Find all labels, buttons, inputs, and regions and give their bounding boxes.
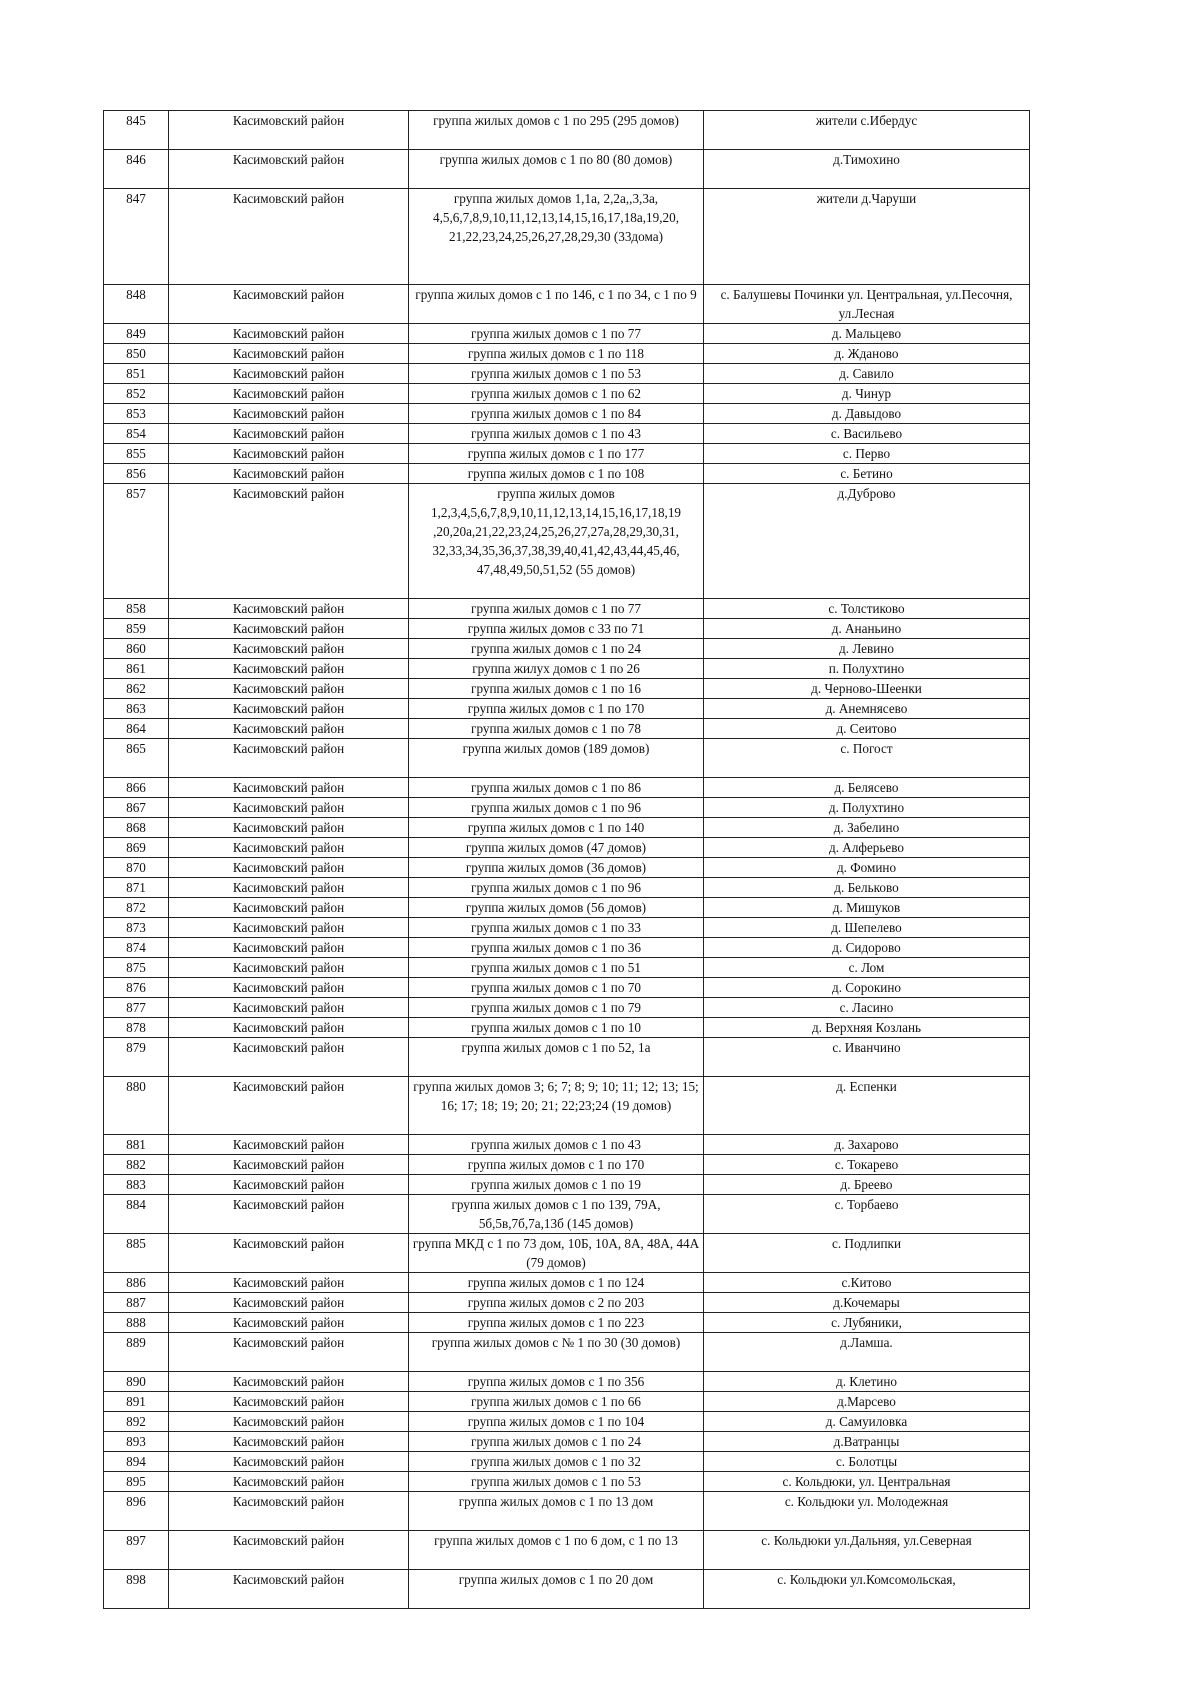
place-cell: с. Погост — [704, 739, 1030, 778]
table-row — [104, 1472, 1030, 1492]
object-cell: группа жилых домов с 2 по 203 — [409, 1293, 704, 1313]
district-cell: Касимовский район — [169, 1333, 409, 1372]
table-row — [104, 1452, 1030, 1472]
object-cell: группа жилых домов с 1 по 70 — [409, 978, 704, 998]
row-number-cell: 849 — [104, 324, 169, 344]
place-cell: д. Сеитово — [704, 719, 1030, 739]
district-cell: Касимовский район — [169, 639, 409, 659]
row-number-cell: 845 — [104, 111, 169, 150]
row-number-cell: 857 — [104, 484, 169, 599]
place-cell: д. Верхняя Козлань — [704, 1018, 1030, 1038]
row-number-cell: 898 — [104, 1570, 169, 1609]
place-cell: с. Кольдюки, ул. Центральная — [704, 1472, 1030, 1492]
row-number-cell: 891 — [104, 1392, 169, 1412]
row-number-cell: 854 — [104, 424, 169, 444]
place-cell: д. Сидорово — [704, 938, 1030, 958]
table-row — [104, 838, 1030, 858]
object-cell: группа жилых домов с 1 по 51 — [409, 958, 704, 978]
row-number-cell: 897 — [104, 1531, 169, 1570]
table-row — [104, 1038, 1030, 1077]
place-cell: д. Анемнясево — [704, 699, 1030, 719]
place-cell: д. Еспенки — [704, 1077, 1030, 1135]
table-row — [104, 918, 1030, 938]
row-number-cell: 876 — [104, 978, 169, 998]
object-cell: группа жилых домов с 1 по 295 (295 домов) — [409, 111, 704, 150]
district-cell: Касимовский район — [169, 364, 409, 384]
district-cell: Касимовский район — [169, 1077, 409, 1135]
table-row — [104, 778, 1030, 798]
object-cell: группа жилых домов с 1 по 53 — [409, 364, 704, 384]
district-cell: Касимовский район — [169, 1175, 409, 1195]
table-row — [104, 404, 1030, 424]
object-cell: группа жилых домов с 1 по 223 — [409, 1313, 704, 1333]
object-cell: группа жилых домов с 1 по 52, 1а — [409, 1038, 704, 1077]
row-number-cell: 886 — [104, 1273, 169, 1293]
district-cell: Касимовский район — [169, 1018, 409, 1038]
row-number-cell: 856 — [104, 464, 169, 484]
table-row — [104, 739, 1030, 778]
place-cell: д. Жданово — [704, 344, 1030, 364]
row-number-cell: 859 — [104, 619, 169, 639]
table-row — [104, 384, 1030, 404]
row-number-cell: 885 — [104, 1234, 169, 1273]
table-row — [104, 1135, 1030, 1155]
district-cell: Касимовский район — [169, 1531, 409, 1570]
row-number-cell: 861 — [104, 659, 169, 679]
object-cell: группа жилых домов с 1 по 79 — [409, 998, 704, 1018]
table-row — [104, 679, 1030, 699]
table-row — [104, 364, 1030, 384]
object-cell: группа жилых домов (189 домов) — [409, 739, 704, 778]
table-row — [104, 1570, 1030, 1609]
place-cell: д. Савило — [704, 364, 1030, 384]
district-cell: Касимовский район — [169, 1135, 409, 1155]
object-cell: группа жилух домов с 1 по 26 — [409, 659, 704, 679]
place-cell: с. Васильево — [704, 424, 1030, 444]
object-cell: группа жилых домов с 1 по 24 — [409, 1432, 704, 1452]
object-cell: группа жилых домов с 1 по 36 — [409, 938, 704, 958]
table-row — [104, 798, 1030, 818]
row-number-cell: 889 — [104, 1333, 169, 1372]
place-cell: с. Торбаево — [704, 1195, 1030, 1234]
object-cell: группа жилых домов с 1 по 80 (80 домов) — [409, 150, 704, 189]
district-cell: Касимовский район — [169, 938, 409, 958]
district-cell: Касимовский район — [169, 1313, 409, 1333]
district-cell: Касимовский район — [169, 699, 409, 719]
table-row — [104, 958, 1030, 978]
table-row — [104, 1273, 1030, 1293]
row-number-cell: 895 — [104, 1472, 169, 1492]
row-number-cell: 872 — [104, 898, 169, 918]
district-cell: Касимовский район — [169, 679, 409, 699]
table-row — [104, 998, 1030, 1018]
district-cell: Касимовский район — [169, 1234, 409, 1273]
district-cell: Касимовский район — [169, 285, 409, 324]
table-row — [104, 1333, 1030, 1372]
place-cell: с. Иванчино — [704, 1038, 1030, 1077]
table-row — [104, 898, 1030, 918]
district-cell: Касимовский район — [169, 484, 409, 599]
object-cell: группа жилых домов с 1 по 84 — [409, 404, 704, 424]
object-cell: группа жилых домов с 1 по 10 — [409, 1018, 704, 1038]
object-cell: группа жилых домов с 1 по 24 — [409, 639, 704, 659]
row-number-cell: 877 — [104, 998, 169, 1018]
table-row — [104, 1155, 1030, 1175]
district-cell: Касимовский район — [169, 1293, 409, 1313]
row-number-cell: 853 — [104, 404, 169, 424]
table-row — [104, 599, 1030, 619]
object-cell: группа жилых домов с 1 по 66 — [409, 1392, 704, 1412]
houses-table — [103, 110, 1030, 1609]
place-cell: с.Китово — [704, 1273, 1030, 1293]
place-cell: с. Болотцы — [704, 1452, 1030, 1472]
place-cell: д.Ламша. — [704, 1333, 1030, 1372]
table-row — [104, 344, 1030, 364]
place-cell: д. Полухтино — [704, 798, 1030, 818]
object-cell: группа жилых домов с 1 по 104 — [409, 1412, 704, 1432]
row-number-cell: 871 — [104, 878, 169, 898]
table-row — [104, 1392, 1030, 1412]
row-number-cell: 893 — [104, 1432, 169, 1452]
place-cell: с. Толстиково — [704, 599, 1030, 619]
table-row — [104, 1432, 1030, 1452]
object-cell: группа жилых домов с 1 по 146, с 1 по 34, с 1 по 9 — [409, 285, 704, 324]
row-number-cell: 869 — [104, 838, 169, 858]
place-cell: д.Ватранцы — [704, 1432, 1030, 1452]
object-cell: группа жилых домов с 1 по 177 — [409, 444, 704, 464]
place-cell: д. Клетино — [704, 1372, 1030, 1392]
row-number-cell: 874 — [104, 938, 169, 958]
district-cell: Касимовский район — [169, 599, 409, 619]
district-cell: Касимовский район — [169, 619, 409, 639]
row-number-cell: 866 — [104, 778, 169, 798]
row-number-cell: 875 — [104, 958, 169, 978]
object-cell: группа жилых домов с 1 по 124 — [409, 1273, 704, 1293]
place-cell: д. Левино — [704, 639, 1030, 659]
place-cell: д.Дуброво — [704, 484, 1030, 599]
district-cell: Касимовский район — [169, 978, 409, 998]
district-cell: Касимовский район — [169, 878, 409, 898]
object-cell: группа жилых домов (47 домов) — [409, 838, 704, 858]
row-number-cell: 878 — [104, 1018, 169, 1038]
object-cell: группа жилых домов с 1 по 43 — [409, 424, 704, 444]
row-number-cell: 867 — [104, 798, 169, 818]
row-number-cell: 864 — [104, 719, 169, 739]
object-cell: группа жилых домов с 1 по 62 — [409, 384, 704, 404]
district-cell: Касимовский район — [169, 1038, 409, 1077]
place-cell: д. Давыдово — [704, 404, 1030, 424]
object-cell: группа жилых домов 1,1а, 2,2а,,3,3а, 4,5,6,7,8,9,10,11,12,13,14,15,16,17,18а,19,20, 21,22,23,24,25,26,27,28,29,30 (33дома) — [409, 189, 704, 285]
district-cell: Касимовский район — [169, 1412, 409, 1432]
district-cell: Касимовский район — [169, 424, 409, 444]
place-cell: д. Мишуков — [704, 898, 1030, 918]
district-cell: Касимовский район — [169, 1492, 409, 1531]
district-cell: Касимовский район — [169, 798, 409, 818]
object-cell: группа жилых домов с 1 по 6 дом, с 1 по 13 — [409, 1531, 704, 1570]
place-cell: с. Кольдюки ул.Дальняя, ул.Северная — [704, 1531, 1030, 1570]
object-cell: группа жилых домов с 1 по 32 — [409, 1452, 704, 1472]
object-cell: группа жилых домов с 1 по 96 — [409, 798, 704, 818]
row-number-cell: 855 — [104, 444, 169, 464]
object-cell: группа жилых домов с 1 по 86 — [409, 778, 704, 798]
place-cell: д. Алферьево — [704, 838, 1030, 858]
table-body — [104, 111, 1030, 1609]
district-cell: Касимовский район — [169, 384, 409, 404]
place-cell: с. Токарево — [704, 1155, 1030, 1175]
place-cell: с. Подлипки — [704, 1234, 1030, 1273]
object-cell: группа жилых домов с 1 по 139, 79А, 5б,5в,7б,7а,13б (145 домов) — [409, 1195, 704, 1234]
table-row — [104, 1018, 1030, 1038]
object-cell: группа жилых домов с 1 по 96 — [409, 878, 704, 898]
table-row — [104, 818, 1030, 838]
place-cell: жители с.Ибердус — [704, 111, 1030, 150]
place-cell: с. Бетино — [704, 464, 1030, 484]
row-number-cell: 850 — [104, 344, 169, 364]
row-number-cell: 888 — [104, 1313, 169, 1333]
object-cell: группа жилых домов с 1 по 77 — [409, 599, 704, 619]
object-cell: группа жилых домов 1,2,3,4,5,6,7,8,9,10,11,12,13,14,15,16,17,18,19 ,20,20а,21,22,23,24,25,26,27,27а,28,29,30,31, 32,33,34,35,36,37,38,39,40,41,42,43,44,45,46, 47,48,49,50,51,52 (55 домов) — [409, 484, 704, 599]
table-row — [104, 484, 1030, 599]
place-cell: с. Кольдюки ул. Молодежная — [704, 1492, 1030, 1531]
table-row — [104, 111, 1030, 150]
place-cell: с. Лом — [704, 958, 1030, 978]
district-cell: Касимовский район — [169, 1155, 409, 1175]
object-cell: группа жилых домов с № 1 по 30 (30 домов) — [409, 1333, 704, 1372]
object-cell: группа жилых домов с 1 по 19 — [409, 1175, 704, 1195]
place-cell: п. Полухтино — [704, 659, 1030, 679]
district-cell: Касимовский район — [169, 189, 409, 285]
district-cell: Касимовский район — [169, 444, 409, 464]
place-cell: с. Лубяники, — [704, 1313, 1030, 1333]
row-number-cell: 880 — [104, 1077, 169, 1135]
object-cell: группа жилых домов (36 домов) — [409, 858, 704, 878]
row-number-cell: 890 — [104, 1372, 169, 1392]
place-cell: с. Ласино — [704, 998, 1030, 1018]
row-number-cell: 862 — [104, 679, 169, 699]
district-cell: Касимовский район — [169, 404, 409, 424]
row-number-cell: 865 — [104, 739, 169, 778]
table-row — [104, 858, 1030, 878]
object-cell: группа жилых домов 3; 6; 7; 8; 9; 10; 11; 12; 13; 15; 16; 17; 18; 19; 20; 21; 22;23;24 (19 домов) — [409, 1077, 704, 1135]
table-row — [104, 285, 1030, 324]
table-row — [104, 619, 1030, 639]
row-number-cell: 881 — [104, 1135, 169, 1155]
object-cell: группа жилых домов с 1 по 33 — [409, 918, 704, 938]
district-cell: Касимовский район — [169, 918, 409, 938]
district-cell: Касимовский район — [169, 858, 409, 878]
district-cell: Касимовский район — [169, 838, 409, 858]
table-row — [104, 699, 1030, 719]
object-cell: группа жилых домов с 1 по 43 — [409, 1135, 704, 1155]
table-row — [104, 1195, 1030, 1234]
table-row — [104, 1492, 1030, 1531]
place-cell: д. Бельково — [704, 878, 1030, 898]
place-cell: д.Тимохино — [704, 150, 1030, 189]
place-cell: д. Шепелево — [704, 918, 1030, 938]
district-cell: Касимовский район — [169, 818, 409, 838]
object-cell: группа МКД с 1 по 73 дом, 10Б, 10А, 8А, 48А, 44А (79 домов) — [409, 1234, 704, 1273]
place-cell: д.Марсево — [704, 1392, 1030, 1412]
object-cell: группа жилых домов с 1 по 170 — [409, 699, 704, 719]
row-number-cell: 846 — [104, 150, 169, 189]
row-number-cell: 883 — [104, 1175, 169, 1195]
place-cell: д. Захарово — [704, 1135, 1030, 1155]
table-row — [104, 978, 1030, 998]
object-cell: группа жилых домов с 1 по 108 — [409, 464, 704, 484]
place-cell: д. Фомино — [704, 858, 1030, 878]
table-row — [104, 324, 1030, 344]
object-cell: группа жилых домов с 1 по 356 — [409, 1372, 704, 1392]
table-row — [104, 1234, 1030, 1273]
district-cell: Касимовский район — [169, 739, 409, 778]
row-number-cell: 858 — [104, 599, 169, 619]
district-cell: Касимовский район — [169, 150, 409, 189]
place-cell: жители д.Чаруши — [704, 189, 1030, 285]
object-cell: группа жилых домов (56 домов) — [409, 898, 704, 918]
row-number-cell: 882 — [104, 1155, 169, 1175]
table-row — [104, 639, 1030, 659]
place-cell: с. Балушевы Починки ул. Центральная, ул.Песочня, ул.Лесная — [704, 285, 1030, 324]
place-cell: с. Кольдюки ул.Комсомольская, — [704, 1570, 1030, 1609]
place-cell: с. Перво — [704, 444, 1030, 464]
row-number-cell: 894 — [104, 1452, 169, 1472]
place-cell: д. Черново-Шеенки — [704, 679, 1030, 699]
table-row — [104, 1372, 1030, 1392]
object-cell: группа жилых домов с 1 по 53 — [409, 1472, 704, 1492]
object-cell: группа жилых домов с 33 по 71 — [409, 619, 704, 639]
table-row — [104, 444, 1030, 464]
row-number-cell: 896 — [104, 1492, 169, 1531]
district-cell: Касимовский район — [169, 898, 409, 918]
place-cell: д. Забелино — [704, 818, 1030, 838]
place-cell: д. Белясево — [704, 778, 1030, 798]
district-cell: Касимовский район — [169, 1195, 409, 1234]
row-number-cell: 884 — [104, 1195, 169, 1234]
district-cell: Касимовский район — [169, 111, 409, 150]
object-cell: группа жилых домов с 1 по 78 — [409, 719, 704, 739]
object-cell: группа жилых домов с 1 по 170 — [409, 1155, 704, 1175]
row-number-cell: 863 — [104, 699, 169, 719]
place-cell: д. Бреево — [704, 1175, 1030, 1195]
object-cell: группа жилых домов с 1 по 118 — [409, 344, 704, 364]
district-cell: Касимовский район — [169, 344, 409, 364]
district-cell: Касимовский район — [169, 1570, 409, 1609]
place-cell: д. Мальцево — [704, 324, 1030, 344]
row-number-cell: 848 — [104, 285, 169, 324]
table-row — [104, 150, 1030, 189]
row-number-cell: 847 — [104, 189, 169, 285]
place-cell: д.Кочемары — [704, 1293, 1030, 1313]
table-row — [104, 659, 1030, 679]
district-cell: Касимовский район — [169, 659, 409, 679]
table-row — [104, 189, 1030, 285]
district-cell: Касимовский район — [169, 998, 409, 1018]
object-cell: группа жилых домов с 1 по 140 — [409, 818, 704, 838]
row-number-cell: 870 — [104, 858, 169, 878]
district-cell: Касимовский район — [169, 1432, 409, 1452]
row-number-cell: 879 — [104, 1038, 169, 1077]
district-cell: Касимовский район — [169, 778, 409, 798]
table-row — [104, 1293, 1030, 1313]
table-row — [104, 1412, 1030, 1432]
row-number-cell: 892 — [104, 1412, 169, 1432]
object-cell: группа жилых домов с 1 по 16 — [409, 679, 704, 699]
district-cell: Касимовский район — [169, 1472, 409, 1492]
district-cell: Касимовский район — [169, 958, 409, 978]
place-cell: д. Чинур — [704, 384, 1030, 404]
table-row — [104, 938, 1030, 958]
district-cell: Касимовский район — [169, 1273, 409, 1293]
place-cell: д. Сорокино — [704, 978, 1030, 998]
table-row — [104, 878, 1030, 898]
table-row — [104, 464, 1030, 484]
row-number-cell: 860 — [104, 639, 169, 659]
object-cell: группа жилых домов с 1 по 77 — [409, 324, 704, 344]
row-number-cell: 887 — [104, 1293, 169, 1313]
district-cell: Касимовский район — [169, 324, 409, 344]
row-number-cell: 851 — [104, 364, 169, 384]
table-row — [104, 1313, 1030, 1333]
object-cell: группа жилых домов с 1 по 13 дом — [409, 1492, 704, 1531]
place-cell: д. Самуиловка — [704, 1412, 1030, 1432]
table-row — [104, 719, 1030, 739]
district-cell: Касимовский район — [169, 719, 409, 739]
district-cell: Касимовский район — [169, 1372, 409, 1392]
table-row — [104, 1175, 1030, 1195]
row-number-cell: 868 — [104, 818, 169, 838]
place-cell: д. Ананьино — [704, 619, 1030, 639]
district-cell: Касимовский район — [169, 1392, 409, 1412]
table-row — [104, 1077, 1030, 1135]
district-cell: Касимовский район — [169, 1452, 409, 1472]
district-cell: Касимовский район — [169, 464, 409, 484]
row-number-cell: 873 — [104, 918, 169, 938]
table-row — [104, 1531, 1030, 1570]
table-row — [104, 424, 1030, 444]
object-cell: группа жилых домов с 1 по 20 дом — [409, 1570, 704, 1609]
row-number-cell: 852 — [104, 384, 169, 404]
